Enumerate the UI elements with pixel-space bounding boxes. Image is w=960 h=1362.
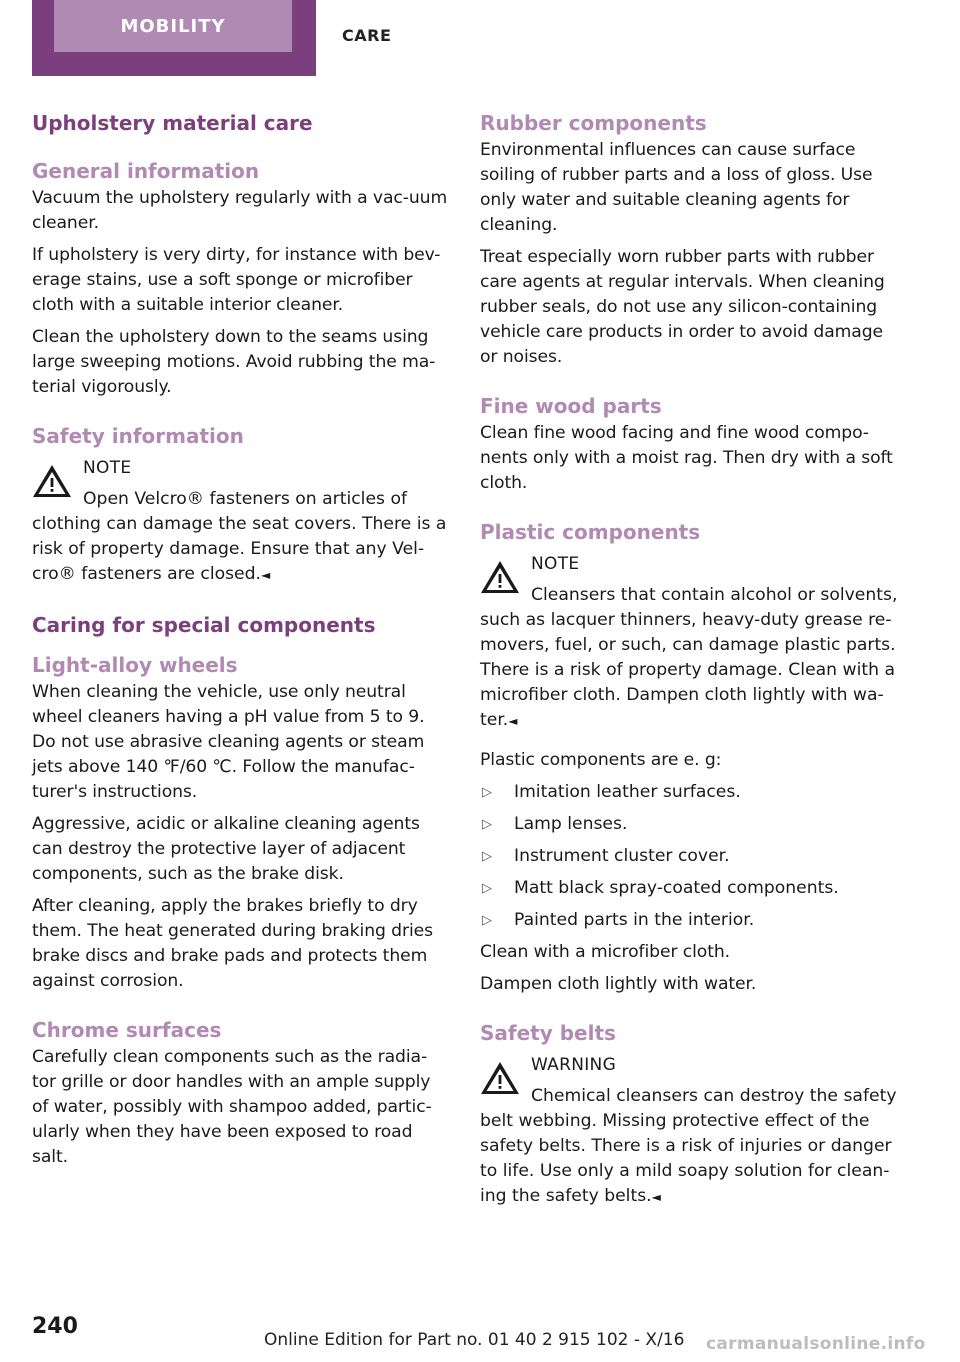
- list-item: ▷ Imitation leather surfaces.: [480, 780, 900, 805]
- tab-care[interactable]: CARE: [342, 26, 392, 45]
- rubber-heading: Rubber components: [480, 111, 707, 135]
- bullet-triangle-icon: ▷: [482, 785, 492, 800]
- rubber-paragraph-1: Environmental influences can cause surface soiling of rubber parts and a loss of gloss. Use only water and suitable cleaning agents for cleaning.: [480, 140, 873, 235]
- plastic-intro: Plastic components are e. g:: [480, 750, 722, 770]
- note-text: clothing can damage the seat covers. There is a risk of property damage. Ensure that any Vel-cro® fasteners are closed.: [32, 514, 447, 584]
- end-mark-icon: ◄: [508, 714, 518, 728]
- list-item: ▷ Instrument cluster cover.: [480, 844, 900, 869]
- chrome-paragraph-1: Carefully clean components such as the radia-tor grille or door handles with an ample supply of water, possibly with shampoo added, partic-ularly when they have been exposed to road salt.: [32, 1047, 432, 1167]
- warning-triangle-icon: [480, 1060, 520, 1096]
- left-column: [32, 108, 450, 1177]
- bullet-triangle-icon: ▷: [482, 913, 492, 928]
- rubber-paragraph-2: Treat especially worn rubber parts with rubber care agents at regular intervals. When cleaning rubber seals, do not use any silicon-containing vehicle care products in order to avoid damage or noises.: [480, 247, 885, 367]
- belts-heading: Safety belts: [480, 1021, 616, 1045]
- page-number: 240: [32, 1314, 78, 1339]
- general-paragraph-3: Clean the upholstery down to the seams using large sweeping motions. Avoid rubbing the ma-terial vigorously.: [32, 327, 436, 397]
- list-item: ▷ Matt black spray-coated components.: [480, 876, 900, 901]
- bullet-triangle-icon: ▷: [482, 849, 492, 864]
- plastic-heading: Plastic components: [480, 520, 701, 544]
- note-label: NOTE: [531, 554, 580, 574]
- special-components-heading: Caring for special components: [32, 613, 376, 637]
- wheels-paragraph-3: After cleaning, apply the brakes briefly to dry them. The heat generated during braking dries brake discs and brake pads and protects them against corrosion.: [32, 896, 433, 991]
- wheels-heading: Light-alloy wheels: [32, 653, 238, 677]
- end-mark-icon: ◄: [261, 568, 271, 582]
- wood-heading: Fine wood parts: [480, 394, 662, 418]
- velcro-note: [32, 457, 450, 588]
- general-paragraph-1: Vacuum the upholstery regularly with a vac-uum cleaner.: [32, 188, 448, 233]
- wheels-paragraph-1: When cleaning the vehicle, use only neutral wheel cleaners having a pH value from 5 to 9. Do not use abrasive cleaning agents or steam jets above 140 ℉/60 ℃. Follow the manufac-turer's instructions.: [32, 682, 425, 802]
- bullet-triangle-icon: ▷: [482, 817, 492, 832]
- warning-text-first-line: Chemical cleansers can destroy the safety: [531, 1086, 897, 1106]
- warning-triangle-icon: [32, 463, 72, 499]
- note-label: NOTE: [83, 458, 132, 478]
- end-mark-icon: ◄: [651, 1190, 661, 1204]
- warning-triangle-icon: [480, 559, 520, 595]
- note-text-first-line: Cleansers that contain alcohol or solvents,: [531, 585, 898, 605]
- plastic-paragraph-3: Dampen cloth lightly with water.: [480, 974, 757, 994]
- plastic-paragraph-2: Clean with a microfiber cloth.: [480, 942, 731, 962]
- warning-label: WARNING: [531, 1055, 617, 1075]
- list-item: ▷ Painted parts in the interior.: [480, 908, 900, 933]
- warning-text: belt webbing. Missing protective effect of the safety belts. There is a risk of injuries or danger to life. Use only a mild soapy solution for clean-ing the safety belts.: [480, 1111, 892, 1206]
- watermark: carmanualsonline.info: [706, 1334, 926, 1354]
- note-text: such as lacquer thinners, heavy-duty grease re-movers, fuel, or such, can damage plastic parts. There is a risk of property damage. Clean with a microfiber cloth. Dampen cloth lightly with wa-ter.: [480, 610, 896, 730]
- general-info-heading: General information: [32, 159, 260, 183]
- wood-paragraph-1: Clean fine wood facing and fine wood compo-nents only with a moist rag. Then dry with a soft cloth.: [480, 423, 893, 493]
- bullet-triangle-icon: ▷: [482, 881, 492, 896]
- safety-info-heading: Safety information: [32, 424, 244, 448]
- wheels-paragraph-2: Aggressive, acidic or alkaline cleaning agents can destroy the protective layer of adjacent components, such as the brake disk.: [32, 814, 420, 884]
- belts-warning: [480, 1054, 900, 1210]
- list-item: ▷ Lamp lenses.: [480, 812, 900, 837]
- right-column: [480, 108, 900, 1210]
- edition-text: Online Edition for Part no. 01 40 2 915 102 - X/16: [264, 1330, 685, 1350]
- plastic-list: [480, 780, 900, 933]
- chrome-heading: Chrome surfaces: [32, 1018, 222, 1042]
- tab-mobility[interactable]: MOBILITY: [54, 0, 292, 52]
- upholstery-title: Upholstery material care: [32, 111, 313, 135]
- plastic-note: [480, 553, 900, 734]
- general-paragraph-2: If upholstery is very dirty, for instance with bev-erage stains, use a soft sponge or microfiber cloth with a suitable interior cleaner.: [32, 245, 441, 315]
- note-text-first-line: Open Velcro® fasteners on articles of: [83, 489, 408, 509]
